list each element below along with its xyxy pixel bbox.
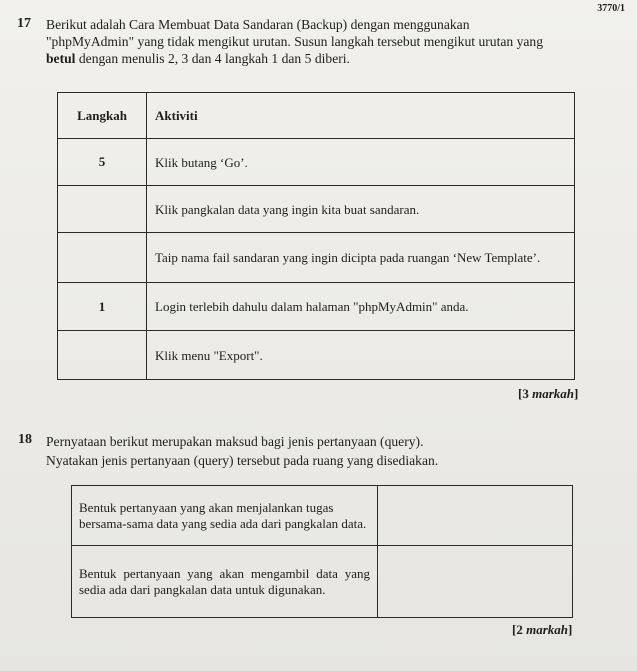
step-cell-blank[interactable] bbox=[58, 186, 147, 233]
question-17-line-3-rest: dengan menulis 2, 3 dan 4 langkah 1 dan 5 diberi. bbox=[75, 51, 350, 66]
page-code: 3770/1 bbox=[597, 3, 625, 14]
marks-open: [3 bbox=[518, 386, 533, 401]
question-17-line-3 bbox=[46, 50, 576, 67]
question-18-line-1: Pernyataan berikut merupakan maksud bagi jenis pertanyaan (query). bbox=[46, 434, 424, 449]
question-18-number: 18 bbox=[18, 432, 32, 447]
header-aktiviti: Aktiviti bbox=[147, 93, 575, 139]
table-row bbox=[58, 186, 575, 233]
activity-cell: Login terlebih dahulu dalam halaman "phpMyAdmin" anda. bbox=[147, 283, 575, 331]
table-row bbox=[72, 486, 573, 546]
marks-close: ] bbox=[568, 622, 573, 637]
header-langkah: Langkah bbox=[58, 93, 147, 139]
question-18-line-2: Nyatakan jenis pertanyaan (query) tersebut pada ruang yang disediakan. bbox=[46, 453, 439, 468]
step-cell: 5 bbox=[58, 139, 147, 186]
question-17-number: 17 bbox=[17, 16, 31, 31]
table-row bbox=[58, 139, 575, 186]
step-cell: 1 bbox=[58, 283, 147, 331]
answer-cell[interactable] bbox=[378, 486, 573, 546]
step-cell-blank[interactable] bbox=[58, 331, 147, 380]
marks-word: markah bbox=[526, 622, 568, 637]
question-18-text bbox=[46, 432, 566, 470]
table-row bbox=[58, 233, 575, 283]
question-17-text bbox=[46, 16, 576, 67]
statement-cell: Bentuk pertanyaan yang akan menjalankan tugas bersama-sama data yang sedia ada dari pangkalan data. bbox=[72, 486, 378, 546]
activity-cell: Klik butang ‘Go’. bbox=[147, 139, 575, 186]
answer-cell[interactable] bbox=[378, 546, 573, 618]
activity-cell: Klik menu "Export". bbox=[147, 331, 575, 380]
marks-close: ] bbox=[574, 386, 579, 401]
statement-cell: Bentuk pertanyaan yang akan mengambil data yang sedia ada dari pangkalan data untuk digunakan. bbox=[72, 546, 378, 618]
question-18-marks bbox=[512, 622, 572, 638]
marks-word: markah bbox=[532, 386, 574, 401]
table-row bbox=[58, 283, 575, 331]
activity-cell: Klik pangkalan data yang ingin kita buat sandaran. bbox=[147, 186, 575, 233]
activity-cell: Taip nama fail sandaran yang ingin dicipta pada ruangan ‘New Template’. bbox=[147, 233, 575, 283]
steps-table bbox=[57, 92, 575, 380]
question-17-line-2: "phpMyAdmin" yang tidak mengikut urutan. Susun langkah tersebut mengikut urutan yang bbox=[46, 34, 544, 49]
step-cell-blank[interactable] bbox=[58, 233, 147, 283]
table-row bbox=[58, 331, 575, 380]
query-table bbox=[71, 485, 573, 618]
question-17-line-1: Berikut adalah Cara Membuat Data Sandaran (Backup) dengan menggunakan bbox=[46, 17, 470, 32]
table-row bbox=[72, 546, 573, 618]
question-17-marks bbox=[518, 386, 578, 402]
marks-open: [2 bbox=[512, 622, 527, 637]
steps-table-header bbox=[58, 93, 575, 139]
question-17-bold-word: betul bbox=[46, 51, 76, 66]
